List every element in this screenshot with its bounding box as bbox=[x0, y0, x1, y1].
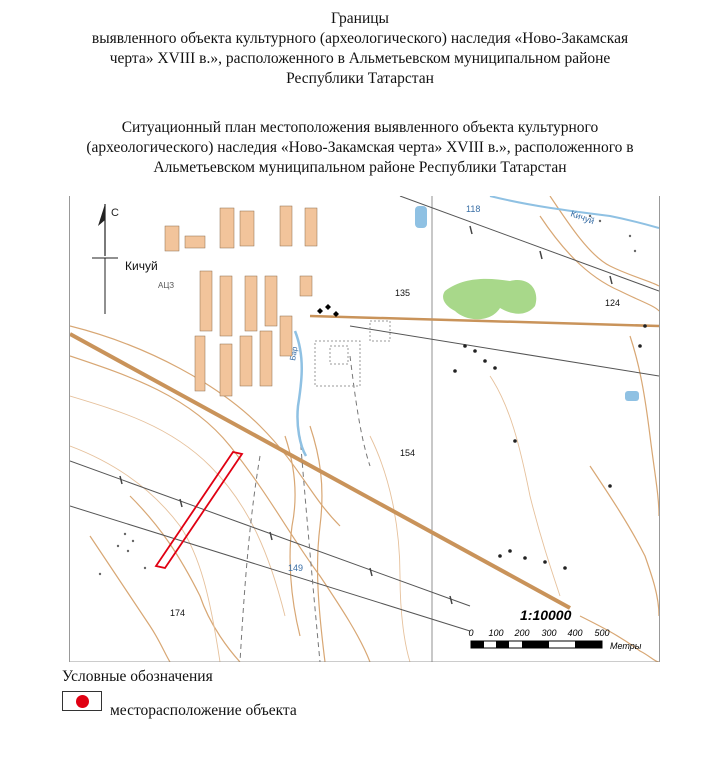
scale-tick-0: 0 bbox=[468, 628, 474, 638]
document-subtitle bbox=[20, 118, 700, 178]
scale-tick-1: 100 bbox=[488, 628, 504, 638]
object-location-icon bbox=[76, 695, 89, 708]
scale-tick-2: 200 bbox=[514, 628, 530, 638]
elevation-label-4: 174 bbox=[170, 608, 186, 618]
settlement-label: Кичуй bbox=[125, 259, 158, 273]
forest-area bbox=[443, 279, 536, 319]
tree-symbols bbox=[453, 324, 647, 570]
legend-item-label: месторасположение объекта bbox=[110, 702, 297, 719]
dirt-tracks bbox=[240, 356, 370, 662]
river-label: Кичуй bbox=[569, 208, 596, 227]
scale-ratio: 1:10000 bbox=[520, 607, 572, 623]
elevation-label-1: 124 bbox=[605, 298, 621, 308]
title-line-4: Республики Татарстан bbox=[286, 70, 434, 87]
object-boundary[interactable] bbox=[156, 452, 242, 568]
settlement-sub-label: АЦЗ bbox=[158, 281, 175, 290]
water-features bbox=[295, 196, 659, 456]
scale-tick-3: 300 bbox=[541, 628, 557, 638]
scale-bar bbox=[468, 607, 641, 651]
elevation-label-2: 154 bbox=[400, 448, 416, 458]
scale-tick-4: 400 bbox=[567, 628, 583, 638]
subtitle-line-1: Ситуационный план местоположения выявленного объекта культурного bbox=[121, 119, 599, 136]
title-line-1: Границы bbox=[331, 10, 389, 27]
title-line-3: черта» XVIII в.», расположенного в Альметьевском муниципальном районе bbox=[109, 50, 611, 67]
stream-label: Бар bbox=[288, 345, 300, 362]
document-title bbox=[20, 9, 700, 89]
legend-title: Условные обозначения bbox=[62, 668, 213, 685]
map-canvas bbox=[70, 196, 659, 662]
road-number: 118 bbox=[466, 204, 481, 214]
legend-swatch bbox=[62, 691, 102, 711]
subtitle-line-2: (археологического) наследия «Ново-Закамская черта» XVIII в.», расположенного в bbox=[86, 139, 634, 156]
scale-tick-5: 500 bbox=[594, 628, 610, 638]
power-line-ticks bbox=[120, 226, 612, 604]
map-labels bbox=[125, 204, 620, 618]
situation-map[interactable] bbox=[69, 196, 660, 662]
title-line-2: выявленного объекта культурного (археологического) наследия «Ново-Закамская bbox=[91, 30, 629, 47]
north-arrow-icon bbox=[92, 204, 119, 314]
subtitle-line-3: Альметьевском муниципальном районе Республики Татарстан bbox=[153, 159, 567, 176]
scale-unit: Метры bbox=[610, 641, 642, 651]
elevation-label-0: 135 bbox=[395, 288, 411, 298]
contour-lines-minor bbox=[70, 376, 560, 662]
north-label: С bbox=[111, 207, 119, 219]
elevation-label-3: 149 bbox=[288, 563, 304, 573]
settlement-buildings bbox=[165, 206, 317, 396]
